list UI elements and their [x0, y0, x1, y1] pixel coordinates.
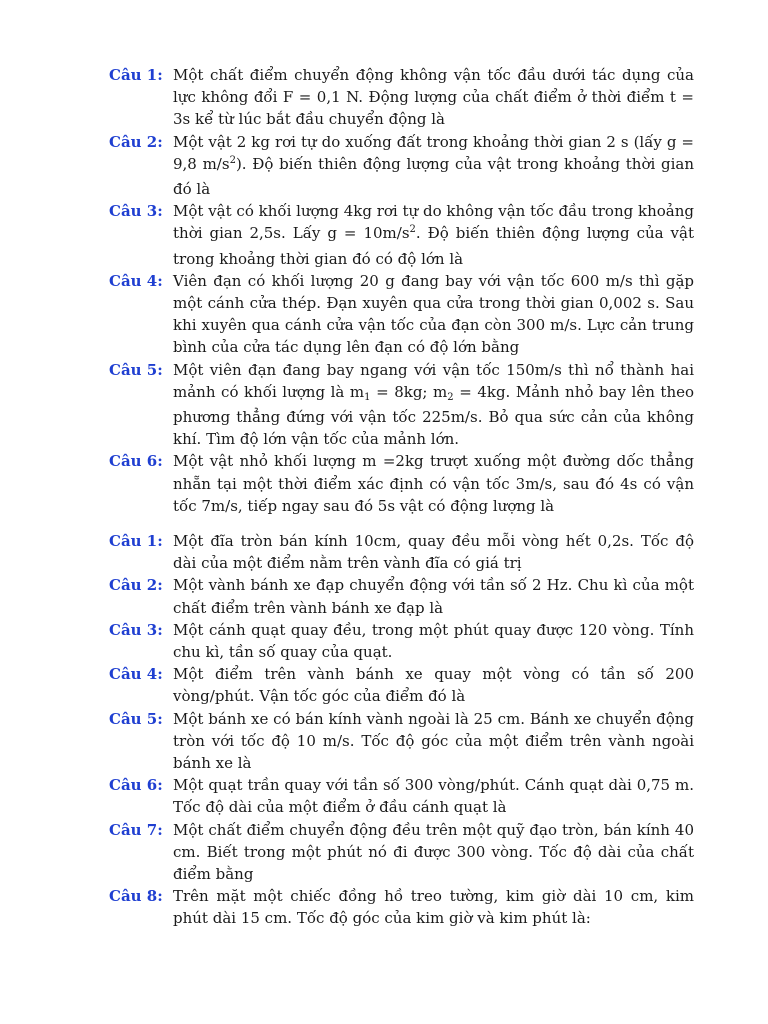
question-5 — [109, 359, 694, 451]
question-label: Câu 3: — [109, 202, 163, 221]
question-label: Câu 6: — [109, 776, 163, 795]
text-part: = 8kg; m — [370, 382, 448, 401]
question-label: Câu 2: — [109, 132, 163, 151]
question-text: Một điểm trên vành bánh xe quay một vòng có tần số 200 vòng/phút. Vận tốc góc của điểm đó là — [173, 665, 694, 706]
subscript: 1 — [364, 391, 371, 403]
text-part: Một viên đạn đang bay ngang với vận tốc 150m/s thì nổ thành hai mảnh có khối lượng là m — [173, 360, 694, 401]
question-1 — [109, 64, 694, 131]
circular-motion-questions — [109, 530, 694, 930]
question-label: Câu 2: — [109, 576, 163, 595]
question-2 — [109, 574, 694, 618]
question-3 — [109, 619, 694, 663]
text-part: = 4kg. Mảnh nhỏ bay lên theo phương thẳng đứng với vận tốc 225m/s. Bỏ qua sức cản của không khí. Tìm độ lớn vận tốc của mảnh lớn. — [173, 382, 695, 449]
question-6 — [109, 450, 694, 517]
question-5 — [109, 708, 694, 775]
question-text: Một chất điểm chuyển động đều trên một quỹ đạo tròn, bán kính 40 cm. Biết trong một phút nó đi được 300 vòng. Tốc độ dài của chất điểm bằng — [173, 820, 694, 884]
question-label: Câu 1: — [109, 66, 163, 84]
question-label: Câu 1: — [109, 532, 163, 550]
question-7 — [109, 819, 694, 886]
question-text: Viên đạn có khối lượng 20 g đang bay với vận tốc 600 m/s thì gặp một cánh cửa thép. Đạn xuyên qua cửa trong thời gian 0,002 s. Sau khi xuyên qua cánh cửa vận tốc của đạn còn 300 m/s. Lực cản trung bình của cửa tác dụng lên đạn có độ lớn bằng — [173, 271, 694, 357]
text-part: Một vật 2 kg rơi tự do xuống đất trong khoảng thời gian 2 s (lấy g = 9,8 m/s — [173, 132, 694, 173]
text-part: ). Độ biến thiên động lượng của vật trong khoảng thời gian đó là — [173, 154, 694, 199]
question-text — [173, 359, 694, 451]
question-label: Câu 5: — [109, 709, 163, 728]
question-1 — [109, 530, 694, 574]
question-text: Một quạt trần quay với tần số 300 vòng/phút. Cánh quạt dài 0,75 m. Tốc độ dài của một điểm ở đầu cánh quạt là — [173, 776, 694, 817]
question-text: Một vành bánh xe đạp chuyển động với tần số 2 Hz. Chu kì của một chất điểm trên vành bánh xe đạp là — [173, 576, 694, 617]
question-label: Câu 8: — [109, 887, 163, 906]
question-label: Câu 4: — [109, 665, 163, 684]
question-label: Câu 5: — [109, 360, 163, 379]
question-2 — [109, 131, 694, 201]
subscript: 2 — [447, 391, 454, 403]
question-label: Câu 4: — [109, 271, 163, 290]
question-text: Một đĩa tròn bán kính 10cm, quay đều mỗi vòng hết 0,2s. Tốc độ dài của một điểm nằm trên vành đĩa có giá trị — [173, 532, 694, 573]
question-text: Một vật nhỏ khối lượng m =2kg trượt xuống một đường dốc thẳng nhẵn tại một thời điểm xác định có vận tốc 3m/s, sau đó 4s có vận tốc 7m/s, tiếp ngay sau đó 5s vật có động lượng là — [173, 452, 694, 515]
question-8 — [109, 885, 694, 929]
question-3 — [109, 200, 694, 270]
question-text: Một cánh quạt quay đều, trong một phút quay được 120 vòng. Tính chu kì, tần số quay của quạt. — [173, 620, 694, 662]
question-text: Một chất điểm chuyển động không vận tốc đầu dưới tác dụng của lực không đổi F = 0,1 N. Động lượng của chất điểm ở thời điểm t = 3s kể từ lúc bắt đầu chuyển động là — [173, 66, 694, 129]
question-text: Trên mặt một chiếc đồng hồ treo tường, kim giờ dài 10 cm, kim phút dài 15 cm. Tốc độ góc của kim giờ và kim phút là: — [173, 887, 694, 928]
text-part: . Độ biến thiên động lượng của vật trong khoảng thời gian đó có độ lớn là — [173, 224, 694, 268]
question-label: Câu 7: — [109, 820, 163, 839]
question-label: Câu 6: — [109, 452, 163, 471]
question-4 — [109, 270, 694, 359]
superscript: 2 — [229, 154, 236, 166]
question-text — [173, 200, 694, 270]
text-part: Một vật có khối lượng 4kg rơi tự do không vận tốc đầu trong khoảng thời gian 2,5s. Lấy g = 10m/s — [173, 202, 694, 243]
question-4 — [109, 663, 694, 707]
question-6 — [109, 774, 694, 818]
superscript: 2 — [409, 224, 416, 236]
question-text — [173, 131, 694, 201]
question-label: Câu 3: — [109, 620, 163, 639]
question-text: Một bánh xe có bán kính vành ngoài là 25 cm. Bánh xe chuyển động tròn với tốc độ 10 m/s. Tốc độ góc của một điểm trên vành ngoài bánh xe là — [173, 709, 694, 773]
momentum-questions — [109, 64, 694, 517]
